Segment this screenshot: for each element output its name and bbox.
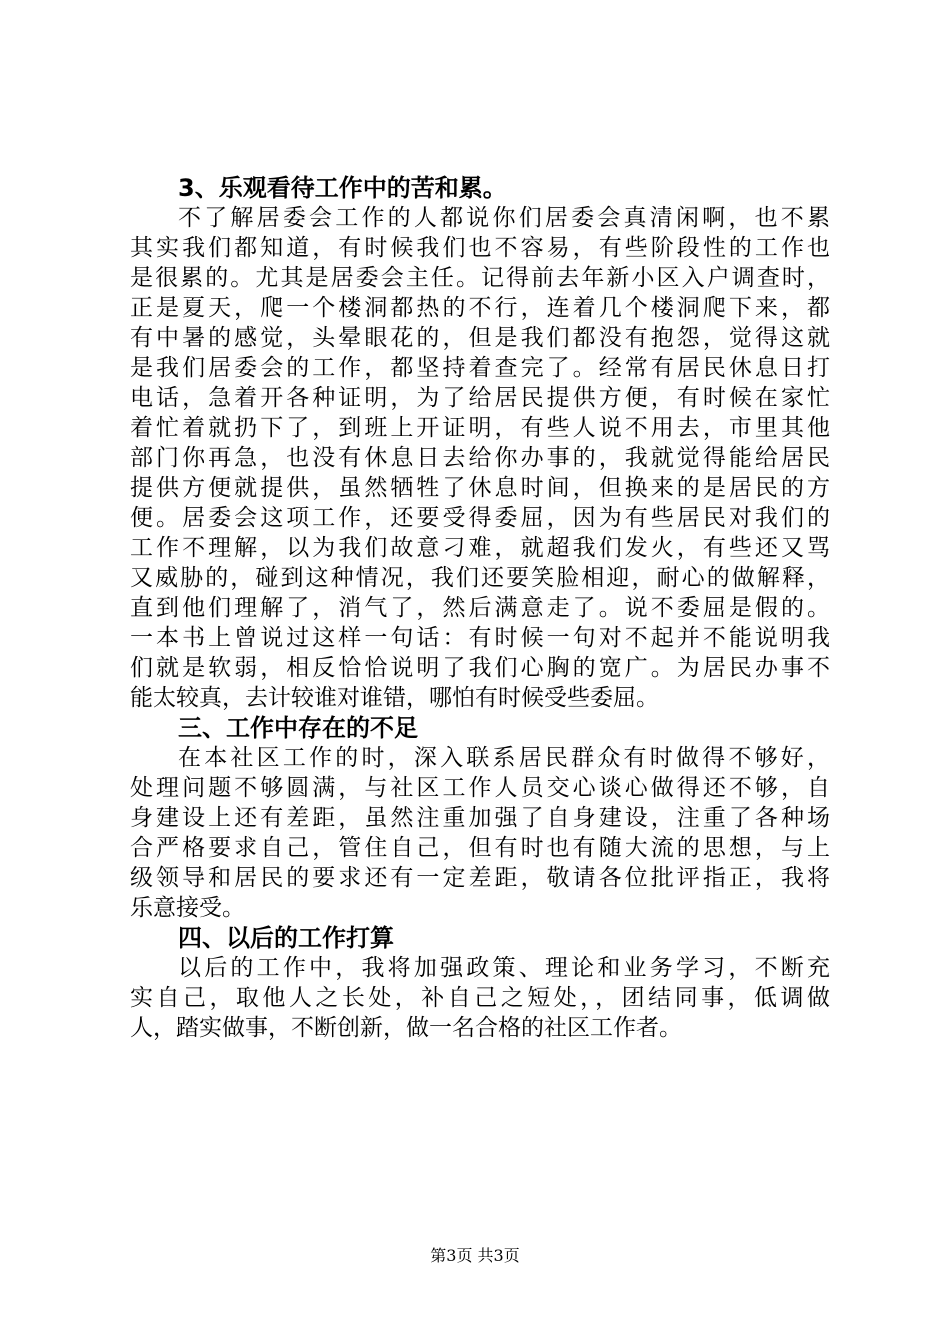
paragraph-line: 有中暑的感觉，头晕眼花的，但是我们都没有抱怨，觉得这就 (130, 325, 830, 351)
paragraph-line: 直到他们理解了，消气了，然后满意走了。说不委屈是假的。 (130, 595, 830, 621)
page-footer: 第3页 共3页 (430, 1246, 520, 1265)
paragraph-line: 级领导和居民的要求还有一定差距，敬请各位批评指正，我将 (130, 865, 830, 891)
paragraph-line: 其实我们都知道，有时候我们也不容易，有些阶段性的工作也 (130, 235, 830, 261)
section-heading: 四、以后的工作打算 (178, 924, 394, 952)
paragraph-line: 乐意接受。 (130, 895, 245, 921)
paragraph-line: 正是夏天，爬一个楼洞都热的不行，连着几个楼洞爬下来，都 (130, 295, 830, 321)
paragraph-line: 着忙着就扔下了，到班上开证明，有些人说不用去，市里其他 (130, 415, 830, 441)
paragraph-line: 在本社区工作的时，深入联系居民群众有时做得不够好， (178, 745, 830, 771)
paragraph-line: 提供方便就提供，虽然牺牲了休息时间，但换来的是居民的方 (130, 475, 830, 501)
paragraph-line: 是很累的。尤其是居委会主任。记得前去年新小区入户调查时， (130, 265, 830, 291)
paragraph-line: 电话，急着开各种证明，为了给居民提供方便，有时候在家忙 (130, 385, 830, 411)
section-paragraph (130, 953, 830, 1043)
paragraph-line: 部门你再急，也没有休息日去给你办事的，我就觉得能给居民 (130, 445, 830, 471)
paragraph-line: 实自己，取他人之长处，补自己之短处，，团结同事，低调做 (130, 985, 830, 1011)
paragraph-line: 人，踏实做事，不断创新，做一名合格的社区工作者。 (130, 1015, 682, 1041)
section-heading: 3、乐观看待工作中的苦和累。 (178, 174, 507, 202)
paragraph-line: 合严格要求自己，管住自己，但有时也有随大流的思想，与上 (130, 835, 830, 861)
paragraph-line: 工作不理解，以为我们故意刁难，就超我们发火，有些还又骂 (130, 535, 830, 561)
paragraph-line: 便。居委会这项工作，还要受得委屈，因为有些居民对我们的 (130, 505, 830, 531)
document-body (130, 173, 830, 1043)
paragraph-line: 以后的工作中，我将加强政策、理论和业务学习，不断充 (178, 955, 830, 981)
paragraph-line: 处理问题不够圆满，与社区工作人员交心谈心做得还不够，自 (130, 775, 830, 801)
section-heading: 三、工作中存在的不足 (178, 714, 418, 742)
paragraph-line: 们就是软弱，相反恰恰说明了我们心胸的宽广。为居民办事不 (130, 655, 830, 681)
paragraph-line: 又威胁的，碰到这种情况，我们还要笑脸相迎，耐心的做解释， (130, 565, 830, 591)
paragraph-line: 不了解居委会工作的人都说你们居委会真清闲啊，也不累 (178, 205, 830, 231)
paragraph-line: 身建设上还有差距，虽然注重加强了自身建设，注重了各种场 (130, 805, 830, 831)
paragraph-line: 是我们居委会的工作，都坚持着查完了。经常有居民休息日打 (130, 355, 830, 381)
paragraph-line: 能太较真，去计较谁对谁错，哪怕有时候受些委屈。 (130, 685, 659, 711)
paragraph-line: 一本书上曾说过这样一句话：有时候一句对不起并不能说明我 (130, 625, 830, 651)
section-paragraph (130, 743, 830, 923)
section-paragraph (130, 203, 830, 713)
